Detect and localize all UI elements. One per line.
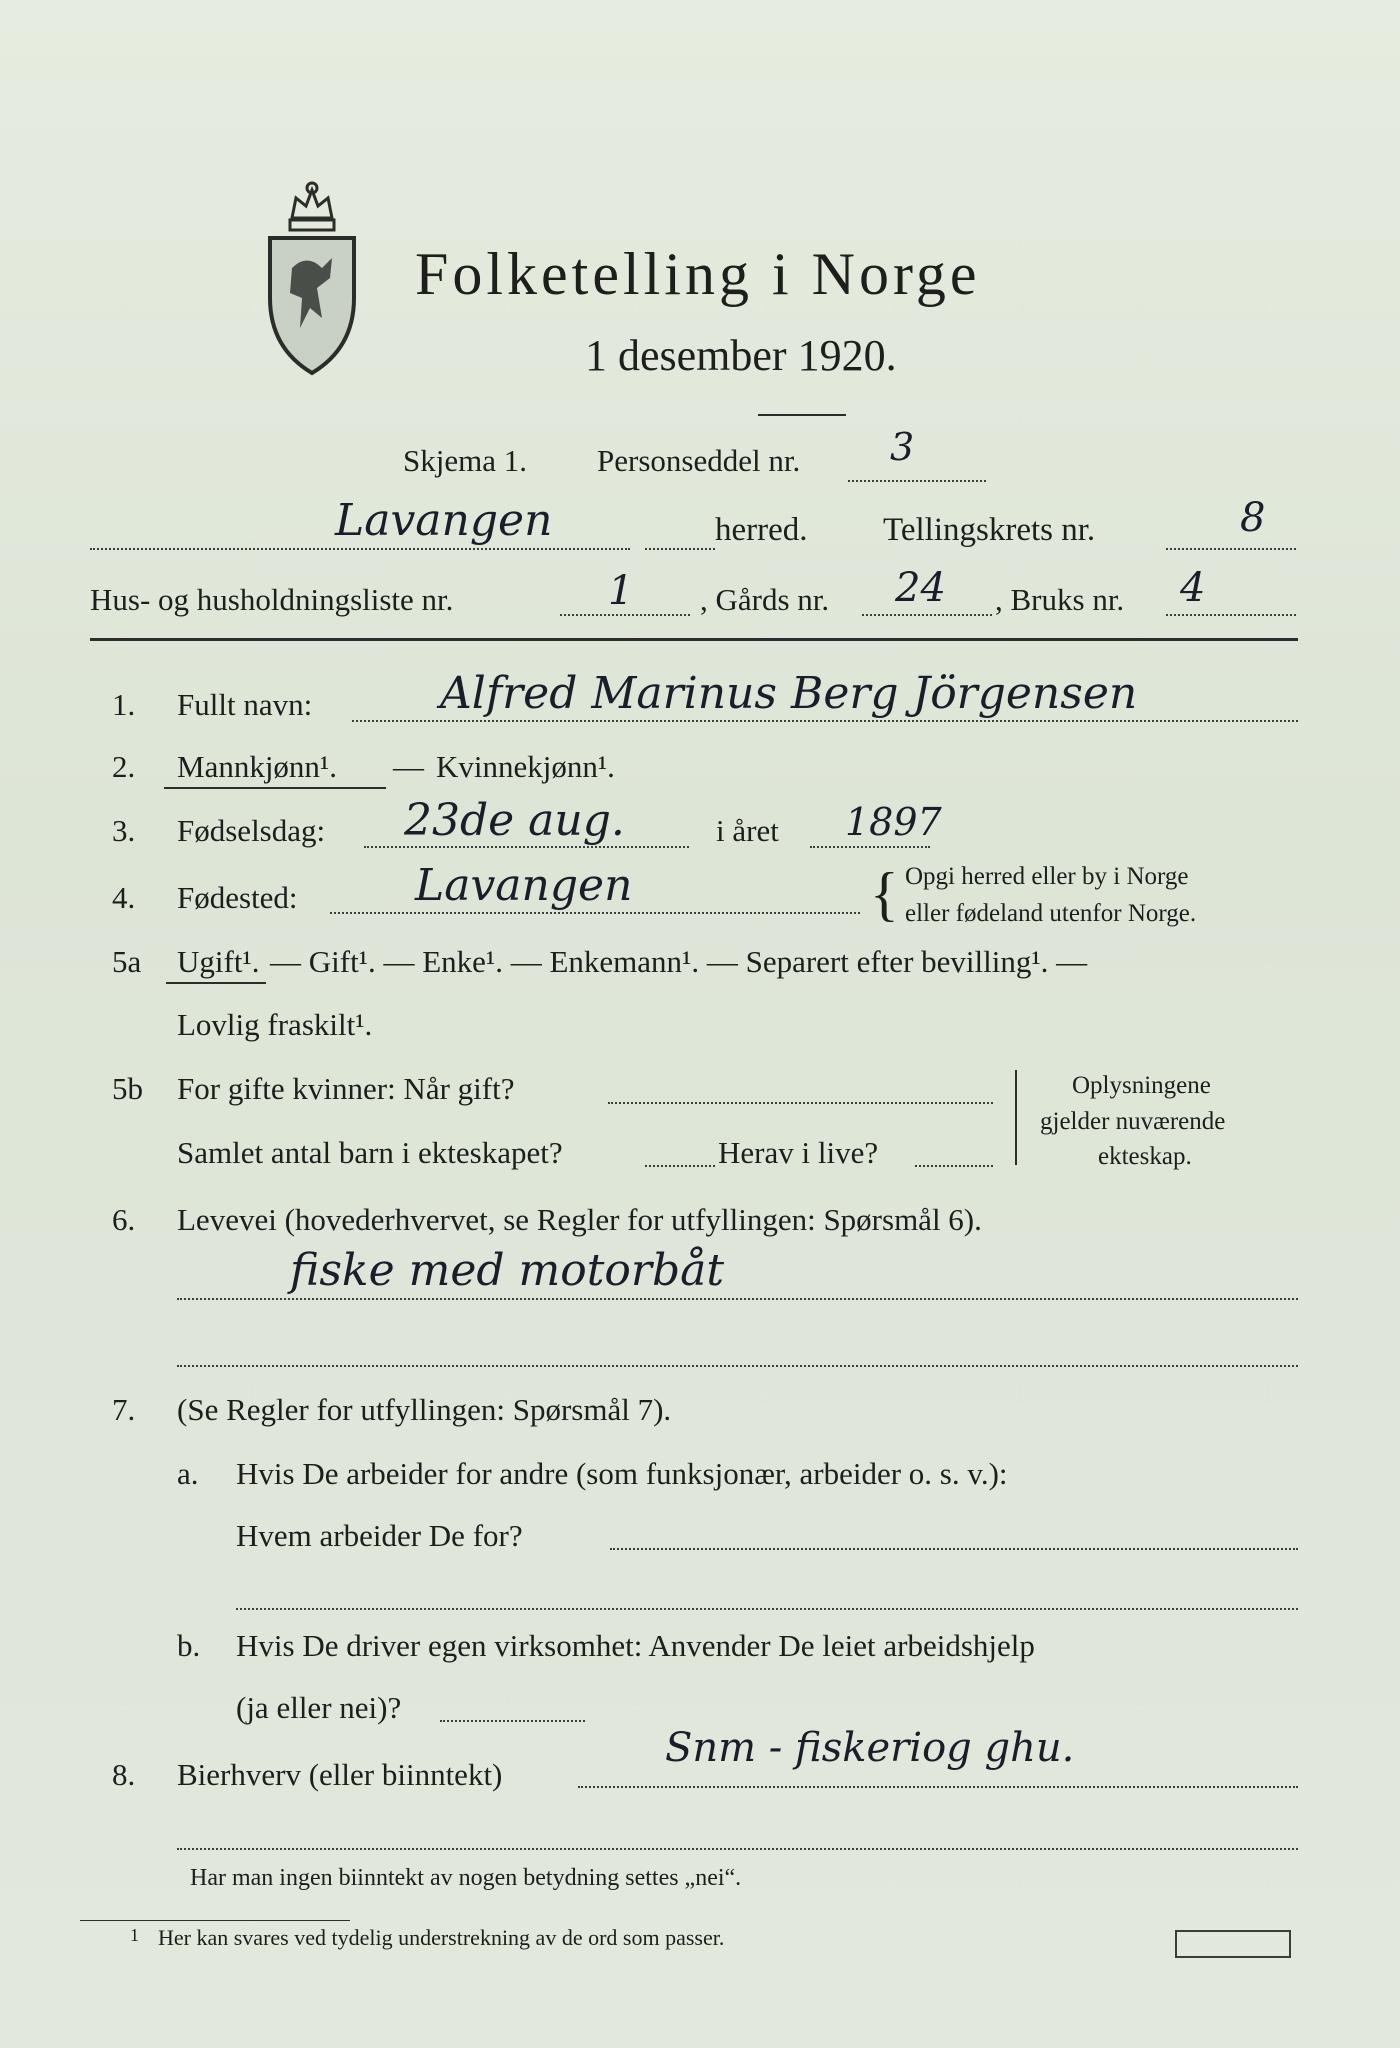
husholdning-line	[560, 614, 690, 616]
q7b-yesno-line	[440, 1720, 585, 1722]
q4-note-line2: eller fødeland utenfor Norge.	[905, 900, 1197, 927]
q1-number: 1.	[112, 687, 136, 722]
birth-year-value[interactable]: 1897	[845, 800, 942, 844]
herred-line-2	[645, 548, 715, 550]
husholdning-value[interactable]: 1	[608, 568, 634, 614]
personseddel-line	[848, 480, 986, 482]
q5b-number: 5b	[112, 1071, 143, 1106]
q5a-ugift-underline	[166, 982, 266, 984]
q6-number: 6.	[112, 1202, 136, 1237]
printer-stamp	[1175, 1930, 1291, 1958]
q3-number: 3.	[112, 813, 136, 848]
q2-number: 2.	[112, 749, 136, 784]
q3-line	[364, 846, 689, 848]
q5b-note-bracket	[1015, 1070, 1017, 1165]
q3-label: Fødselsdag:	[177, 813, 326, 848]
side-income-value[interactable]: Snm - fiskeriog ghu.	[665, 1725, 1075, 1771]
q4-number: 4.	[112, 880, 136, 915]
q7b-yesno-label: (ja eller nei)?	[236, 1690, 402, 1725]
tellingskrets-line	[1166, 548, 1296, 550]
q7a-letter: a.	[177, 1456, 199, 1491]
q7-label: (Se Regler for utfyllingen: Spørsmål 7).	[177, 1392, 672, 1427]
title-divider	[758, 414, 846, 416]
birthday-value[interactable]: 23de aug.	[404, 795, 625, 846]
q1-label: Fullt navn:	[177, 687, 313, 722]
q5a-line2: Lovlig fraskilt¹.	[177, 1007, 373, 1042]
q4-note-line1: Opgi herred eller by i Norge	[905, 863, 1189, 890]
q8-number: 8.	[112, 1757, 136, 1792]
q5b-married-line	[608, 1102, 993, 1104]
personseddel-label: Personseddel nr.	[597, 443, 801, 478]
q7a-label: Hvis De arbeider for andre (som funksjonær, arbeider o. s. v.):	[236, 1456, 1008, 1491]
q4-brace: {	[870, 861, 899, 927]
q4-line	[330, 912, 860, 914]
q7-number: 7.	[112, 1392, 136, 1427]
q7b-letter: b.	[177, 1628, 201, 1663]
herred-label: herred.	[715, 512, 808, 548]
footnote-number: 1	[130, 1925, 139, 1945]
tellingskrets-value[interactable]: 8	[1240, 495, 1266, 541]
q7a-employer-line	[610, 1548, 1298, 1550]
gards-value[interactable]: 24	[895, 565, 946, 611]
q5b-children-line	[645, 1165, 715, 1167]
q1-line	[352, 720, 1298, 722]
birthplace-value[interactable]: Lavangen	[415, 860, 633, 911]
herred-value[interactable]: Lavangen	[335, 495, 553, 546]
q5a-options: — Gift¹. — Enke¹. — Enkemann¹. — Separert efter bevilling¹. —	[270, 944, 1088, 979]
footnote-divider	[80, 1920, 350, 1921]
q5b-alive-label: Herav i live?	[718, 1135, 879, 1170]
q3-year-label: i året	[716, 813, 779, 848]
q5b-note-line2: gjelder nuværende	[1040, 1108, 1226, 1135]
q2-male-underline	[164, 787, 386, 789]
q7b-label: Hvis De driver egen virksomhet: Anvender De leiet arbeidshjelp	[236, 1628, 1035, 1663]
q5b-alive-line	[915, 1165, 993, 1167]
q5b-note-line1: Oplysningene	[1072, 1072, 1211, 1099]
q2-separator: —	[393, 749, 424, 784]
q2-male: Mannkjønn¹.	[177, 749, 337, 784]
tellingskrets-label: Tellingskrets nr.	[883, 512, 1096, 548]
q5b-children-label: Samlet antal barn i ekteskapet?	[177, 1135, 563, 1170]
q6-line2	[177, 1365, 1298, 1367]
header-divider	[90, 638, 1298, 641]
q5b-note-line3: ekteskap.	[1098, 1143, 1192, 1170]
gards-label: , Gårds nr.	[700, 582, 830, 617]
herred-line	[90, 548, 630, 550]
bruks-label: , Bruks nr.	[995, 582, 1125, 617]
bruks-line	[1166, 614, 1296, 616]
personseddel-value[interactable]: 3	[890, 425, 915, 469]
q3-year-line	[810, 846, 930, 848]
bruks-value[interactable]: 4	[1180, 565, 1206, 611]
no-income-note: Har man ingen biinntekt av nogen betydning settes „nei“.	[190, 1865, 742, 1891]
q8-line	[578, 1786, 1298, 1788]
q7a-employer-label: Hvem arbeider De for?	[236, 1518, 523, 1553]
q5a-number: 5a	[112, 944, 142, 979]
husholdning-label: Hus- og husholdningsliste nr.	[90, 582, 454, 617]
form-title: Folketelling i Norge	[415, 241, 981, 307]
q6-label: Levevei (hovederhvervet, se Regler for utfyllingen: Spørsmål 6).	[177, 1202, 982, 1237]
census-date: 1 desember 1920.	[585, 331, 897, 380]
schema-label: Skjema 1.	[403, 443, 527, 478]
occupation-value[interactable]: fiske med motorbåt	[290, 1245, 725, 1296]
gards-line	[862, 614, 992, 616]
q8-line2	[177, 1848, 1298, 1850]
q7a-extra-line	[236, 1608, 1298, 1610]
q2-female: Kvinnekjønn¹.	[436, 749, 615, 784]
q4-label: Fødested:	[177, 880, 298, 915]
q5a-ugift: Ugift¹.	[177, 944, 260, 979]
footnote-text: Her kan svares ved tydelig understrekning av de ord som passer.	[158, 1925, 725, 1950]
coat-of-arms-icon	[262, 178, 362, 378]
q5b-label: For gifte kvinner: Når gift?	[177, 1071, 515, 1106]
full-name-value[interactable]: Alfred Marinus Berg Jörgensen	[440, 668, 1138, 719]
q8-label: Bierhverv (eller biinntekt)	[177, 1757, 503, 1792]
q6-line1	[177, 1298, 1298, 1300]
